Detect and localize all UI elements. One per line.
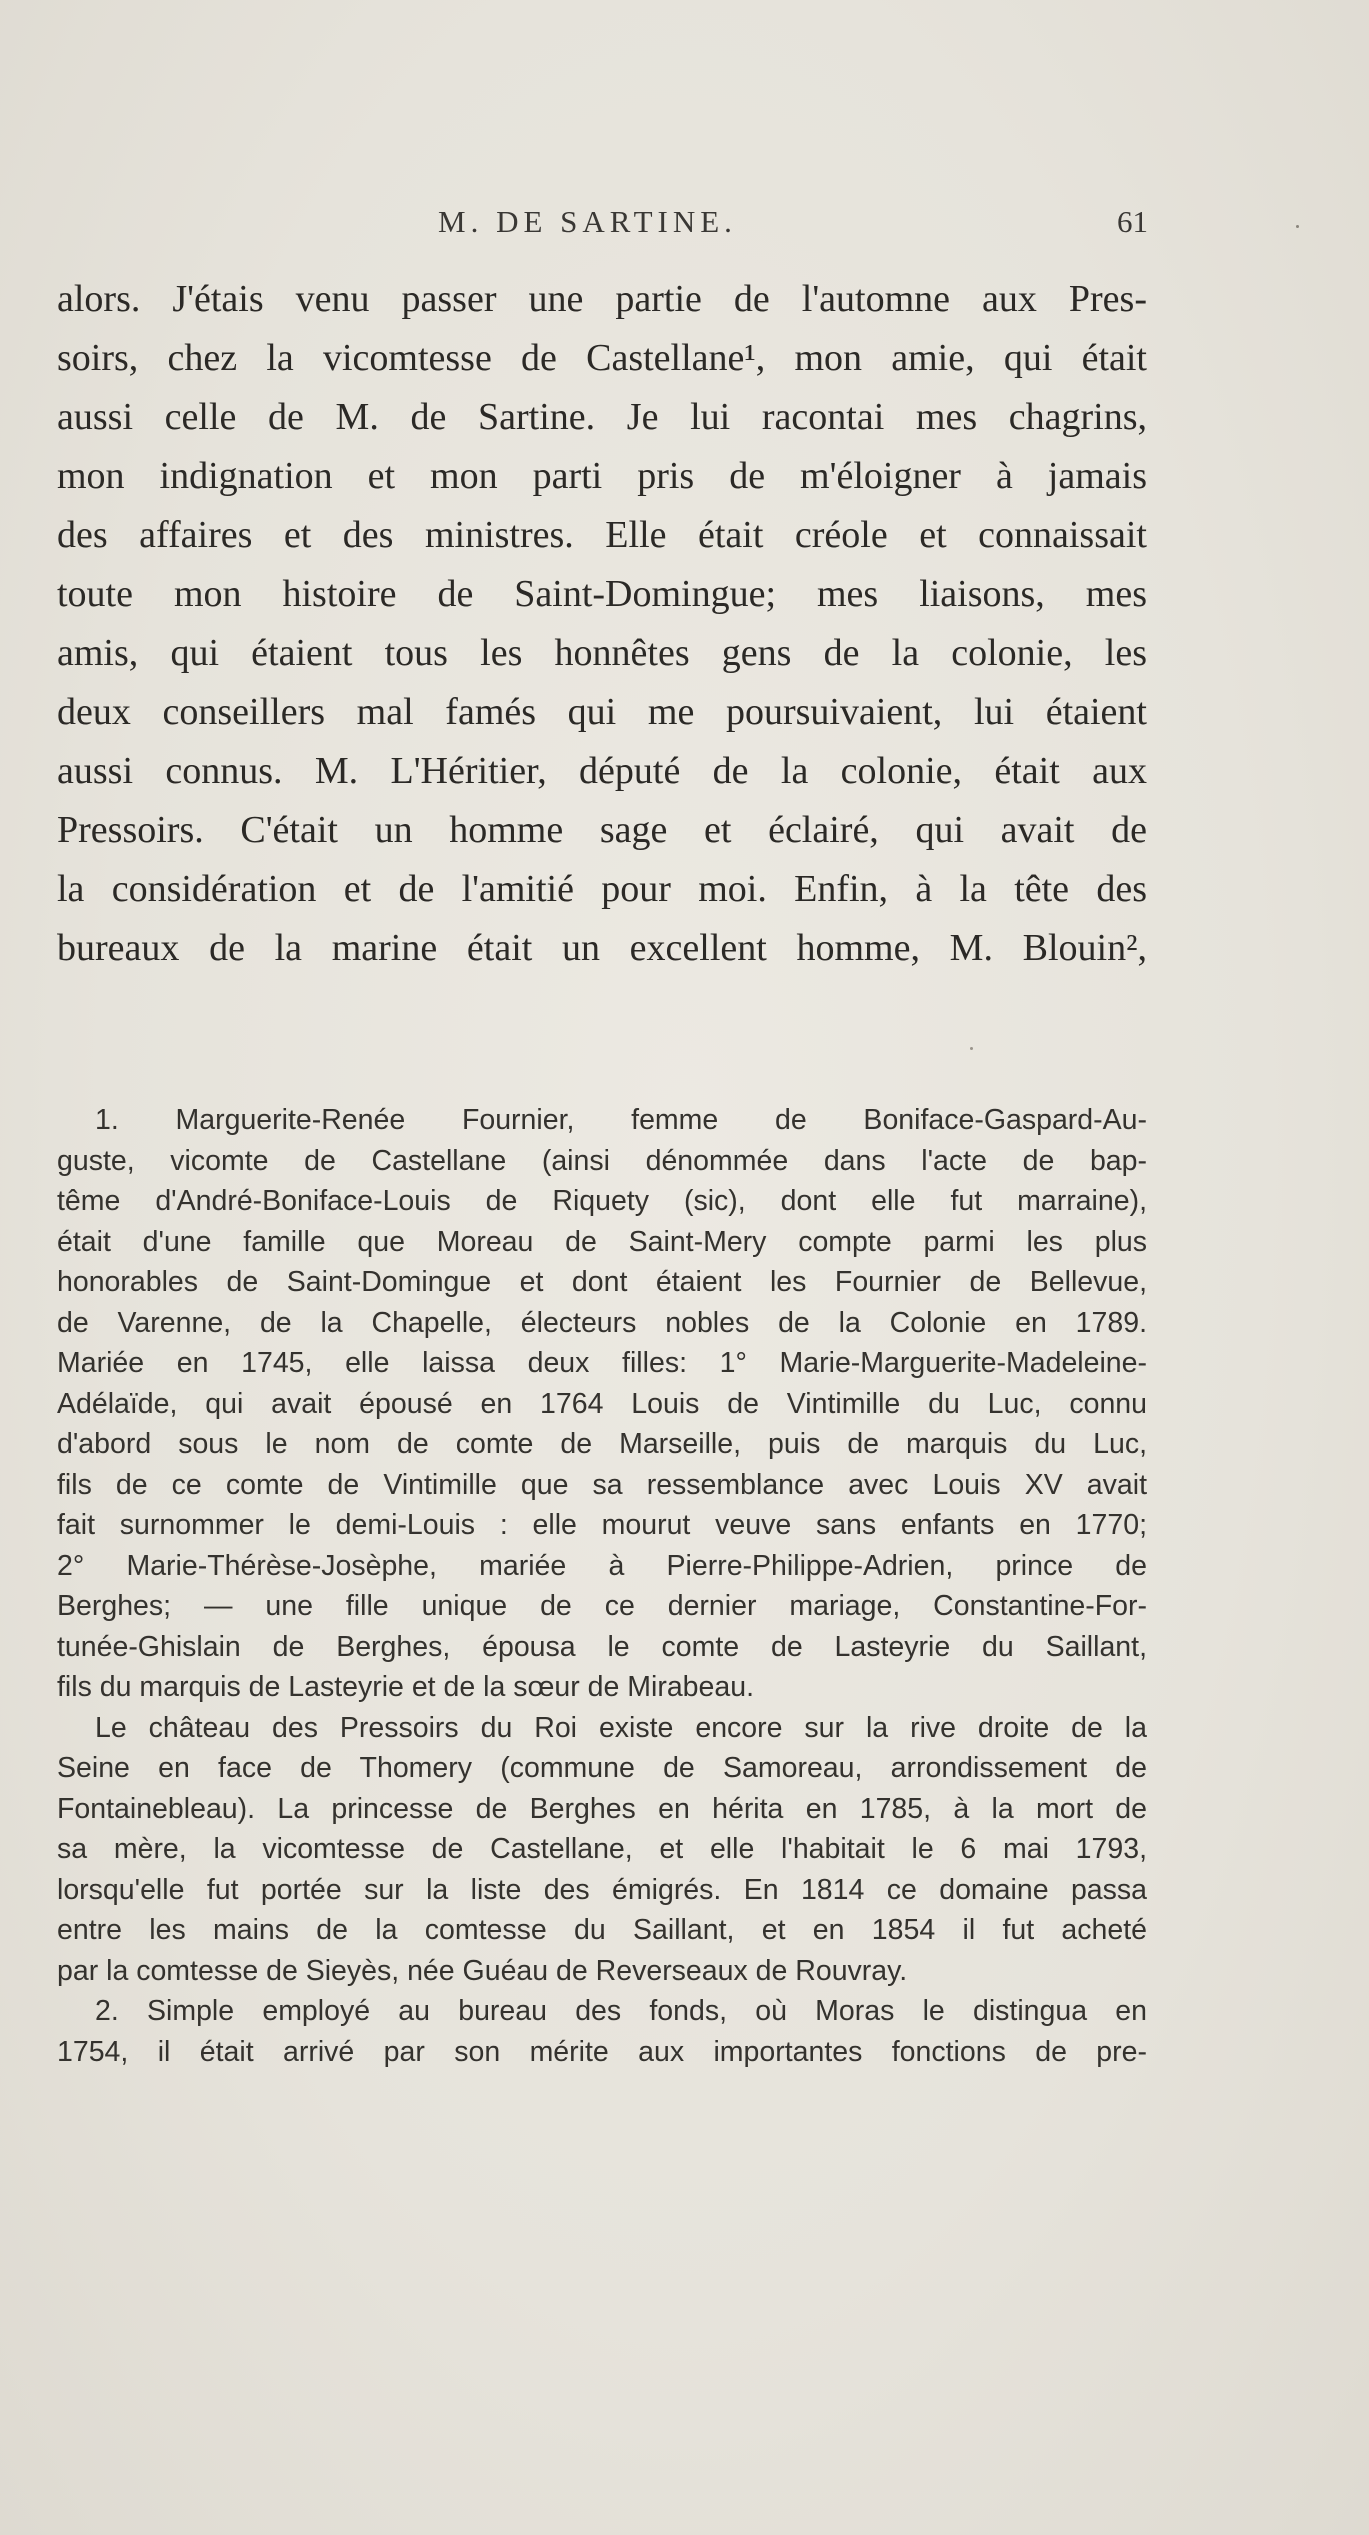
main-text	[57, 270, 1147, 978]
running-head	[438, 204, 1148, 244]
footnote-line: guste, vicomte de Castellane (ainsi dénommée dans l'acte de bap-	[57, 1144, 1147, 1177]
text-line: bureaux de la marine était un excellent homme, M. Blouin²,	[57, 927, 1147, 969]
footnote-line: fils du marquis de Lasteyrie et de la sœur de Mirabeau.	[57, 1671, 754, 1703]
text-line: amis, qui étaient tous les honnêtes gens de la colonie, les	[57, 632, 1147, 674]
paper-speck	[970, 1047, 973, 1050]
footnote-line: Berghes; — une fille unique de ce dernier mariage, Constantine-For-	[57, 1590, 1147, 1622]
footnote-line: sa mère, la vicomtesse de Castellane, et elle l'habitait le 6 mai 1793,	[57, 1833, 1147, 1865]
text-line: Pressoirs. C'était un homme sage et éclairé, qui avait de	[57, 809, 1147, 851]
page-number: 61	[1117, 204, 1148, 239]
footnote-line: Adélaïde, qui avait épousé en 1764 Louis de Vintimille du Luc, connu	[57, 1387, 1147, 1420]
footnote-line: 1754, il était arrivé par son mérite aux importantes fonctions de pre-	[57, 2035, 1147, 2068]
footnote-line: était d'une famille que Moreau de Saint-Mery compte parmi les plus	[57, 1225, 1147, 1258]
footnote-line: fait surnommer le demi-Louis : elle mourut veuve sans enfants en 1770;	[57, 1509, 1147, 1541]
text-line: mon indignation et mon parti pris de m'éloigner à jamais	[57, 455, 1147, 497]
paper-speck	[1296, 225, 1299, 228]
footnote-line: 2° Marie-Thérèse-Josèphe, mariée à Pierre-Philippe-Adrien, prince de	[57, 1549, 1147, 1582]
text-line: la considération et de l'amitié pour moi. Enfin, à la tête des	[57, 868, 1147, 910]
footnote-line: de Varenne, de la Chapelle, électeurs nobles de la Colonie en 1789.	[57, 1306, 1147, 1339]
footnote-line: par la comtesse de Sieyès, née Guéau de Reverseaux de Rouvray.	[57, 1954, 908, 1987]
footnote-line: 1. Marguerite-Renée Fournier, femme de Boniface-Gaspard-Au-	[95, 1104, 1147, 1136]
footnote-line: Mariée en 1745, elle laissa deux filles: 1° Marie-Marguerite-Madeleine-	[57, 1347, 1147, 1379]
footnote-line: d'abord sous le nom de comte de Marseille, puis de marquis du Luc,	[57, 1428, 1147, 1460]
footnote-line: tême d'André-Boniface-Louis de Riquety (sic), dont elle fut marraine),	[57, 1185, 1147, 1217]
running-head-title: M. DE SARTINE.	[438, 204, 737, 239]
footnote-line: entre les mains de la comtesse du Saillant, et en 1854 il fut acheté	[57, 1914, 1147, 1946]
footnote-line: Seine en face de Thomery (commune de Samoreau, arrondissement de	[57, 1752, 1147, 1784]
text-line: toute mon histoire de Saint-Domingue; mes liaisons, mes	[57, 573, 1147, 615]
text-line: aussi celle de M. de Sartine. Je lui racontai mes chagrins,	[57, 396, 1147, 438]
text-line: deux conseillers mal famés qui me poursuivaient, lui étaient	[57, 691, 1147, 733]
footnote-line: tunée-Ghislain de Berghes, épousa le comte de Lasteyrie du Saillant,	[57, 1630, 1147, 1663]
footnote-line: fils de ce comte de Vintimille que sa ressemblance avec Louis XV avait	[57, 1468, 1147, 1501]
text-line: aussi connus. M. L'Héritier, député de la colonie, était aux	[57, 750, 1147, 792]
footnote-line: lorsqu'elle fut portée sur la liste des émigrés. En 1814 ce domaine passa	[57, 1873, 1147, 1906]
footnote-line: 2. Simple employé au bureau des fonds, où Moras le distingua en	[95, 1995, 1147, 2027]
footnote-line: honorables de Saint-Domingue et dont étaient les Fournier de Bellevue,	[57, 1266, 1147, 1298]
footnotes	[57, 1100, 1147, 2072]
text-line: des affaires et des ministres. Elle était créole et connaissait	[57, 514, 1147, 556]
footnote-line: Fontainebleau). La princesse de Berghes en hérita en 1785, à la mort de	[57, 1792, 1147, 1825]
text-line: alors. J'étais venu passer une partie de l'automne aux Pres-	[57, 278, 1147, 320]
text-line: soirs, chez la vicomtesse de Castellane¹, mon amie, qui était	[57, 337, 1147, 379]
footnote-line: Le château des Pressoirs du Roi existe encore sur la rive droite de la	[95, 1711, 1147, 1744]
